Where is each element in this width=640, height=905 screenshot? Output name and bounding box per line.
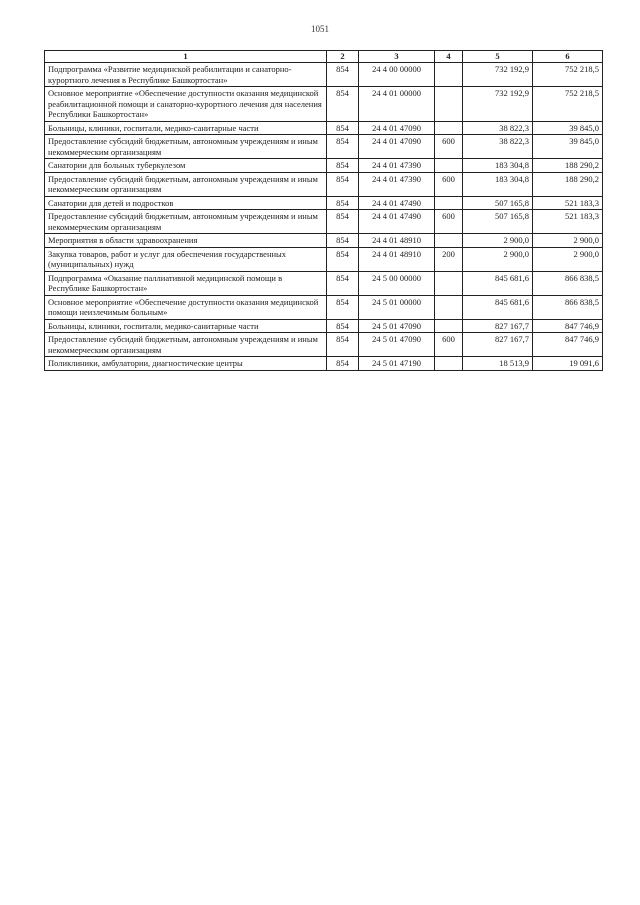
row-amount-year1-cell: 183 304,8 (463, 172, 533, 196)
row-name-cell: Основное мероприятие «Обеспечение доступности оказания медицинской помощи неизлечимым больным» (45, 295, 327, 319)
row-amount-year2-cell: 2 900,0 (533, 234, 603, 248)
row-ministry-code-cell: 854 (327, 234, 359, 248)
row-name-cell: Больницы, клиники, госпитали, медико-санитарные части (45, 121, 327, 135)
row-target-article-cell: 24 4 01 47090 (359, 121, 435, 135)
table-row (45, 87, 603, 122)
row-expense-type-cell (435, 63, 463, 87)
row-expense-type-cell: 200 (435, 247, 463, 271)
row-target-article-cell: 24 4 01 47390 (359, 159, 435, 173)
table-row (45, 295, 603, 319)
table-row (45, 210, 603, 234)
row-ministry-code-cell: 854 (327, 271, 359, 295)
row-name-cell: Поликлиники, амбулатории, диагностические центры (45, 357, 327, 371)
row-amount-year1-cell: 2 900,0 (463, 247, 533, 271)
table-row (45, 159, 603, 173)
row-name-cell: Предоставление субсидий бюджетным, автономным учреждениям и иным некоммерческим организациям (45, 210, 327, 234)
row-amount-year1-cell: 183 304,8 (463, 159, 533, 173)
row-amount-year1-cell: 38 822,3 (463, 121, 533, 135)
row-amount-year2-cell: 39 845,0 (533, 135, 603, 159)
row-expense-type-cell (435, 159, 463, 173)
row-name-cell: Основное мероприятие «Обеспечение доступности оказания медицинской реабилитационной помощи и санаторно-курортного лечения для населения Республики Башкортостан» (45, 87, 327, 122)
row-amount-year2-cell: 866 838,5 (533, 295, 603, 319)
table-row (45, 63, 603, 87)
row-name-cell: Предоставление субсидий бюджетным, автономным учреждениям и иным некоммерческим организациям (45, 135, 327, 159)
row-amount-year1-cell: 732 192,9 (463, 63, 533, 87)
row-expense-type-cell: 600 (435, 210, 463, 234)
row-amount-year1-cell: 827 167,7 (463, 319, 533, 333)
row-ministry-code-cell: 854 (327, 135, 359, 159)
page-number: 1051 (311, 24, 329, 34)
row-target-article-cell: 24 4 01 47490 (359, 196, 435, 210)
column-header: 6 (533, 51, 603, 63)
row-amount-year2-cell: 188 290,2 (533, 159, 603, 173)
budget-table (44, 50, 603, 371)
row-ministry-code-cell: 854 (327, 196, 359, 210)
row-name-cell: Мероприятия в области здравоохранения (45, 234, 327, 248)
row-name-cell: Предоставление субсидий бюджетным, автономным учреждениям и иным некоммерческим организациям (45, 172, 327, 196)
row-expense-type-cell: 600 (435, 333, 463, 357)
row-name-cell: Предоставление субсидий бюджетным, автономным учреждениям и иным некоммерческим организациям (45, 333, 327, 357)
row-amount-year2-cell: 521 183,3 (533, 210, 603, 234)
row-amount-year1-cell: 507 165,8 (463, 196, 533, 210)
row-ministry-code-cell: 854 (327, 121, 359, 135)
table-row (45, 247, 603, 271)
row-name-cell: Закупка товаров, работ и услуг для обеспечения государственных (муниципальных) нужд (45, 247, 327, 271)
row-amount-year2-cell: 2 900,0 (533, 247, 603, 271)
row-amount-year1-cell: 845 681,6 (463, 271, 533, 295)
column-header: 2 (327, 51, 359, 63)
row-amount-year1-cell: 507 165,8 (463, 210, 533, 234)
row-name-cell: Санатории для детей и подростков (45, 196, 327, 210)
table-row (45, 234, 603, 248)
row-name-cell: Подпрограмма «Оказание паллиативной медицинской помощи в Республике Башкортостан» (45, 271, 327, 295)
column-header: 1 (45, 51, 327, 63)
row-expense-type-cell: 600 (435, 135, 463, 159)
row-amount-year1-cell: 845 681,6 (463, 295, 533, 319)
row-target-article-cell: 24 4 01 47490 (359, 210, 435, 234)
row-amount-year1-cell: 827 167,7 (463, 333, 533, 357)
row-ministry-code-cell: 854 (327, 295, 359, 319)
row-amount-year2-cell: 752 218,5 (533, 63, 603, 87)
row-ministry-code-cell: 854 (327, 319, 359, 333)
row-target-article-cell: 24 4 01 47090 (359, 135, 435, 159)
row-amount-year2-cell: 866 838,5 (533, 271, 603, 295)
row-ministry-code-cell: 854 (327, 172, 359, 196)
row-expense-type-cell (435, 319, 463, 333)
row-target-article-cell: 24 5 01 47090 (359, 319, 435, 333)
row-name-cell: Санатории для больных туберкулезом (45, 159, 327, 173)
row-target-article-cell: 24 5 01 00000 (359, 295, 435, 319)
table-row (45, 172, 603, 196)
row-target-article-cell: 24 4 01 00000 (359, 87, 435, 122)
row-expense-type-cell (435, 234, 463, 248)
row-amount-year2-cell: 847 746,9 (533, 333, 603, 357)
row-amount-year1-cell: 732 192,9 (463, 87, 533, 122)
row-expense-type-cell: 600 (435, 172, 463, 196)
row-ministry-code-cell: 854 (327, 159, 359, 173)
table-row (45, 135, 603, 159)
table-row (45, 357, 603, 371)
row-amount-year1-cell: 2 900,0 (463, 234, 533, 248)
row-target-article-cell: 24 4 01 48910 (359, 234, 435, 248)
row-ministry-code-cell: 854 (327, 333, 359, 357)
row-target-article-cell: 24 4 01 47390 (359, 172, 435, 196)
row-name-cell: Больницы, клиники, госпитали, медико-санитарные части (45, 319, 327, 333)
column-header: 5 (463, 51, 533, 63)
table-row (45, 196, 603, 210)
row-target-article-cell: 24 4 01 48910 (359, 247, 435, 271)
table-header-row (45, 51, 603, 63)
row-target-article-cell: 24 5 01 47190 (359, 357, 435, 371)
table-row (45, 333, 603, 357)
row-name-cell: Подпрограмма «Развитие медицинской реабилитации и санаторно-курортного лечения в Республике Башкортостан» (45, 63, 327, 87)
row-amount-year1-cell: 18 513,9 (463, 357, 533, 371)
row-expense-type-cell (435, 121, 463, 135)
row-expense-type-cell (435, 271, 463, 295)
row-target-article-cell: 24 5 00 00000 (359, 271, 435, 295)
row-ministry-code-cell: 854 (327, 210, 359, 234)
row-ministry-code-cell: 854 (327, 63, 359, 87)
row-amount-year2-cell: 39 845,0 (533, 121, 603, 135)
row-expense-type-cell (435, 87, 463, 122)
column-header: 4 (435, 51, 463, 63)
table-row (45, 319, 603, 333)
row-amount-year1-cell: 38 822,3 (463, 135, 533, 159)
row-expense-type-cell (435, 196, 463, 210)
row-amount-year2-cell: 521 183,3 (533, 196, 603, 210)
row-ministry-code-cell: 854 (327, 357, 359, 371)
row-ministry-code-cell: 854 (327, 87, 359, 122)
column-header: 3 (359, 51, 435, 63)
table-row (45, 271, 603, 295)
row-expense-type-cell (435, 295, 463, 319)
row-target-article-cell: 24 5 01 47090 (359, 333, 435, 357)
row-amount-year2-cell: 847 746,9 (533, 319, 603, 333)
row-ministry-code-cell: 854 (327, 247, 359, 271)
row-expense-type-cell (435, 357, 463, 371)
table-row (45, 121, 603, 135)
row-amount-year2-cell: 752 218,5 (533, 87, 603, 122)
row-target-article-cell: 24 4 00 00000 (359, 63, 435, 87)
row-amount-year2-cell: 188 290,2 (533, 172, 603, 196)
row-amount-year2-cell: 19 091,6 (533, 357, 603, 371)
